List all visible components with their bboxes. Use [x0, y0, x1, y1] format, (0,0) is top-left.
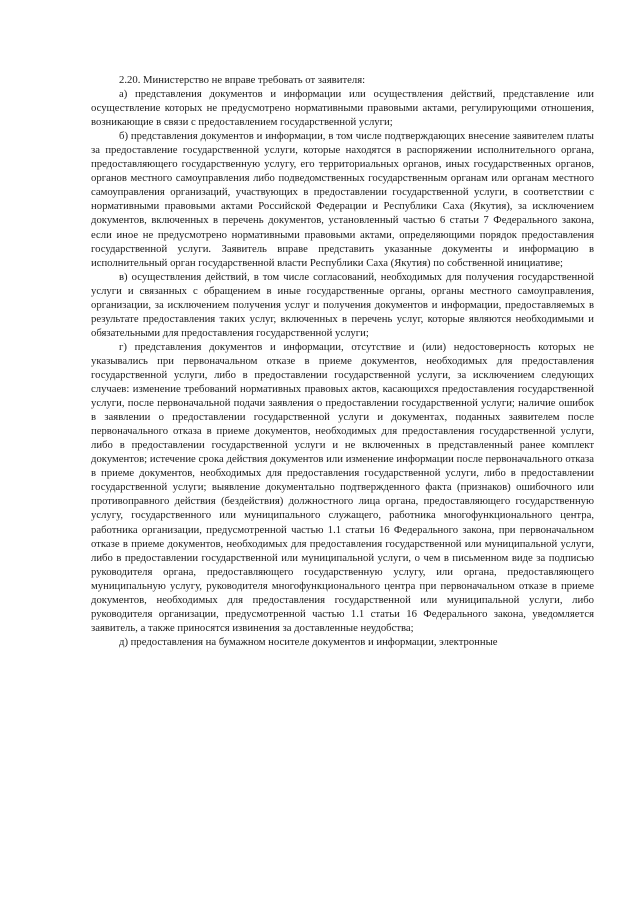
paragraph-item-v: в) осуществления действий, в том числе согласований, необходимых для получения государственной услуги и связанных с обращением в иные государственные органы, органы местного самоуправления, организации, за исключением получения услуг и получения документов и информации, предоставляемых в результате предоставления таких услуг, включенных в перечень услуг, которые являются необходимыми и обязательными для предоставления государственной услуги; — [91, 270, 594, 339]
paragraph-item-b: б) представления документов и информации, в том числе подтверждающих внесение заявителем платы за предоставление государственной услуги, которые находятся в распоряжении исполнительного органа, предоставляющего государственную услугу, его территориальных органов, иных государственных органов, органов местного самоуправления либо подведомственных государственным органам или органам местного самоуправления организаций, участвующих в предоставлении государственной услуги, в соответствии с нормативными правовыми актами Российской Федерации и Республики Саха (Якутия), за исключением документов, включенных в перечень документов, установленный частью 6 статьи 7 Федерального закона, если иное не предусмотрено нормативными правовыми актами, определяющими порядок предоставления государственной услуги. Заявитель вправе представить указанные документы и информацию в исполнительный орган государственной власти Республики Саха (Якутия) по собственной инициативе; — [91, 130, 594, 269]
paragraph-item-g: г) представления документов и информации, отсутствие и (или) недостоверность которых не указывались при первоначальном отказе в приеме документов, необходимых для предоставления государственной услуги, либо в предоставлении государственной услуги, за исключением следующих случаев: изменение требований нормативных правовых актов, касающихся предоставления государственной услуги, после первоначальной подачи заявления о предоставлении государственной услуги; наличие ошибок в заявлении о предоставлении государственной услуги и документах, поданных заявителем после первоначального отказа в приеме документов, необходимых для предоставления государственной услуги, либо в предоставлении государственной услуги и не включенных в представленный ранее комплект документов; истечение срока действия документов или изменение информации после первоначального отказа в приеме документов, необходимых для предоставления государственной услуги, либо в предоставлении государственной услуги; выявление документально подтвержденного факта (признаков) ошибочного или противоправного действия (бездействия) должностного лица органа, предоставляющего государственную услугу, государственного или муниципального служащего, работника многофункционального центра, работника организации, предусмотренной частью 1.1 статьи 16 Федерального закона, при первоначальном отказе в приеме документов, необходимых для предоставления государственной или муниципальной услуги, либо в предоставлении государственной или муниципальной услуги, о чем в письменном виде за подписью руководителя органа, предоставляющего государственную услугу, или органа, предоставляющего муниципальную услугу, руководителя многофункционального центра при первоначальном отказе в приеме документов, необходимых для предоставления государственной или муниципальной услуги, либо руководителя организации, предусмотренной частью 1.1 статьи 16 Федерального закона, уведомляется заявитель, а также приносятся извинения за доставленные неудобства; — [91, 340, 594, 634]
paragraph-item-d: д) предоставления на бумажном носителе документов и информации, электронные — [119, 635, 498, 648]
paragraph-2-20-heading: 2.20. Министерство не вправе требовать от заявителя: — [119, 74, 366, 86]
paragraph-item-a: а) представления документов и информации или осуществления действий, представление или осуществление которых не предусмотрено нормативными правовыми актами, регулирующими отношения, возникающие в связи с предоставлением государственной услуги; — [91, 88, 594, 129]
document-body — [91, 73, 594, 649]
